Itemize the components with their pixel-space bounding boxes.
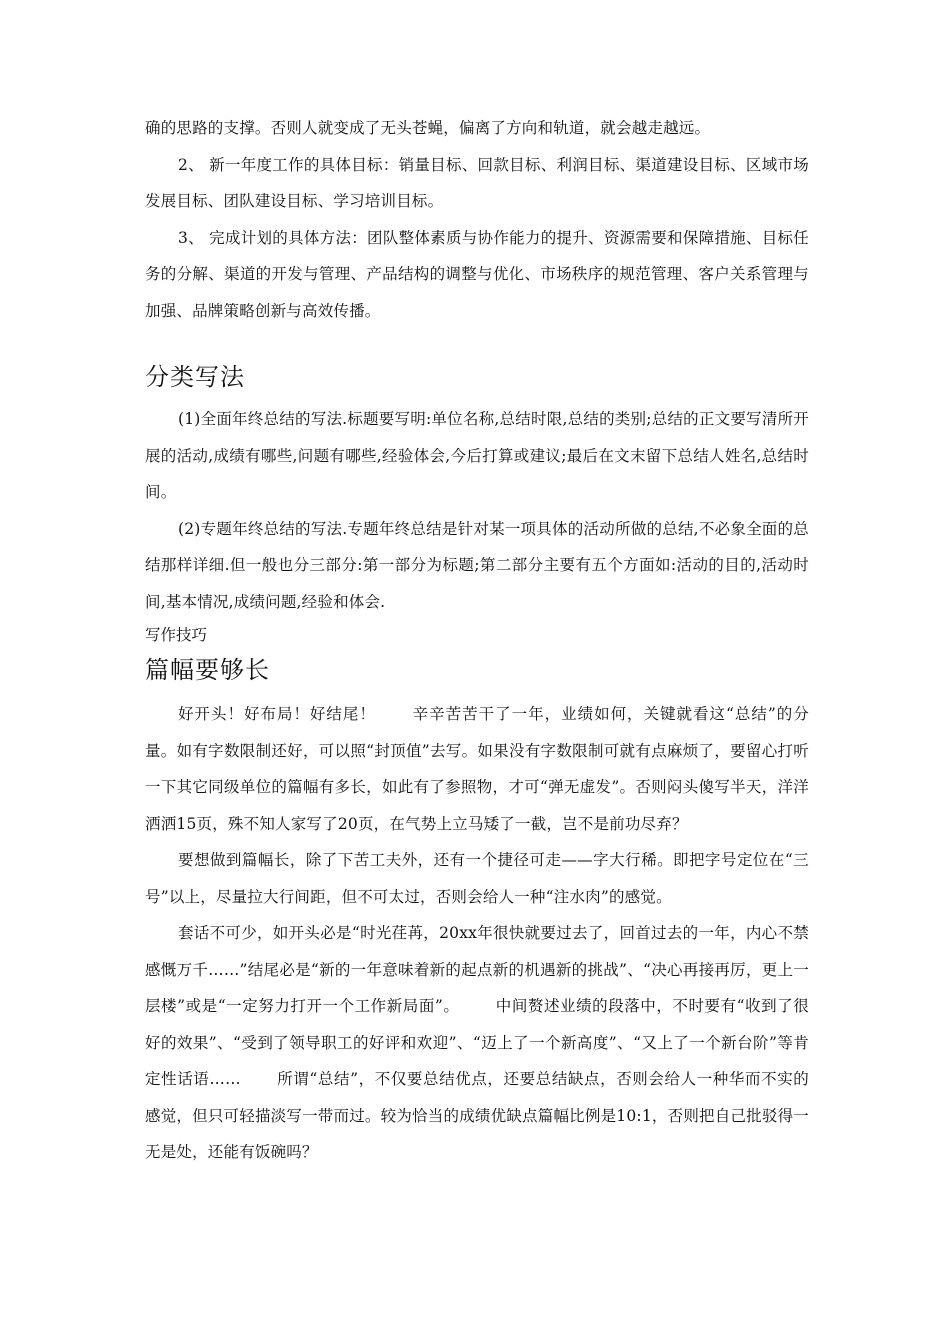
heading-category-writing: 分类写法 [145, 363, 245, 391]
heading-writing-tips: 写作技巧 [145, 626, 208, 644]
length-1-opening: 好开头！好布局！好结尾！ [178, 705, 376, 723]
length-1-body: 辛辛苦苦干了一年，业绩如何，关键就看这“总结”的分量。如有字数限制还好，可以照“封顶值”去写。如果没有字数限制可就有点麻烦了，要留心打听一下其它同级单位的篇幅有多长，如此有了参照物，才可“弹无虚发”。否则闷头傻写半天，洋洋洒洒15页，殊不知人家写了20页，在气势上立马矮了一截，岂不是前功尽弃？ [145, 705, 809, 833]
paragraph-length-2: 要想做到篇幅长，除了下苦工夫外，还有一个捷径可走——字大行稀。即把字号定位在“三号”以上，尽量拉大行间距，但不可太过，否则会给人一种“注水肉”的感觉。 [145, 851, 809, 906]
paragraph-item-3: 3、 完成计划的具体方法：团队整体素质与协作能力的提升、资源需要和保障措施、目标任务的分解、渠道的开发与管理、产品结构的调整与优化、市场秩序的规范管理、客户关系管理与加强、品牌策略创新与高效传播。 [145, 228, 809, 320]
heading-length: 篇幅要够长 [145, 656, 270, 684]
paragraph-length-1 [145, 696, 809, 842]
length-3-part-a: 套话不可少，如开头必是“时光荏苒，20xx年很快就要过去了，回首过去的一年，内心不禁感慨万千……”结尾必是“新的一年意味着新的起点新的机遇新的挑战”、“决心再接再厉，更上一层楼”或是“一定努力打开一个工作新局面”。 [145, 924, 809, 1015]
paragraph-category-1: (1)全面年终总结的写法.标题要写明:单位名称,总结时限,总结的类别;总结的正文要写清所开展的活动,成绩有哪些,问题有哪些,经验体会,今后打算或建议;最后在文末留下总结人姓名,总结时间。 [145, 410, 809, 501]
paragraph-category-2: (2)专题年终总结的写法.专题年终总结是针对某一项具体的活动所做的总结,不必象全面的总结那样详细.但一般也分三部分:第一部分为标题;第二部分主要有五个方面如:活动的目的,活动时间,基本情况,成绩问题,经验和体会. [145, 519, 809, 611]
paragraph-intro-tail: 确的思路的支撑。否则人就变成了无头苍蝇，偏离了方向和轨道，就会越走越远。 [145, 119, 711, 137]
length-3-part-c: 所谓“总结”，不仅要总结优点，还要总结缺点，否则会给人一种华而不实的感觉，但只可轻描淡写一带而过。较为恰当的成绩优缺点篇幅比例是10:1，否则把自己批驳得一无是处，还能有饭碗吗？ [145, 1070, 809, 1161]
document-page [145, 110, 809, 1171]
paragraph-item-2: 2、 新一年度工作的具体目标：销量目标、回款目标、利润目标、渠道建设目标、区域市场发展目标、团队建设目标、学习培训目标。 [145, 155, 809, 210]
length-3-part-b: 中间赘述业绩的段落中，不时要有“收到了很好的效果”、“受到了领导职工的好评和欢迎”、“迈上了一个新高度”、“又上了一个新台阶”等肯定性话语…… [145, 997, 809, 1088]
paragraph-length-3 [145, 915, 809, 1171]
